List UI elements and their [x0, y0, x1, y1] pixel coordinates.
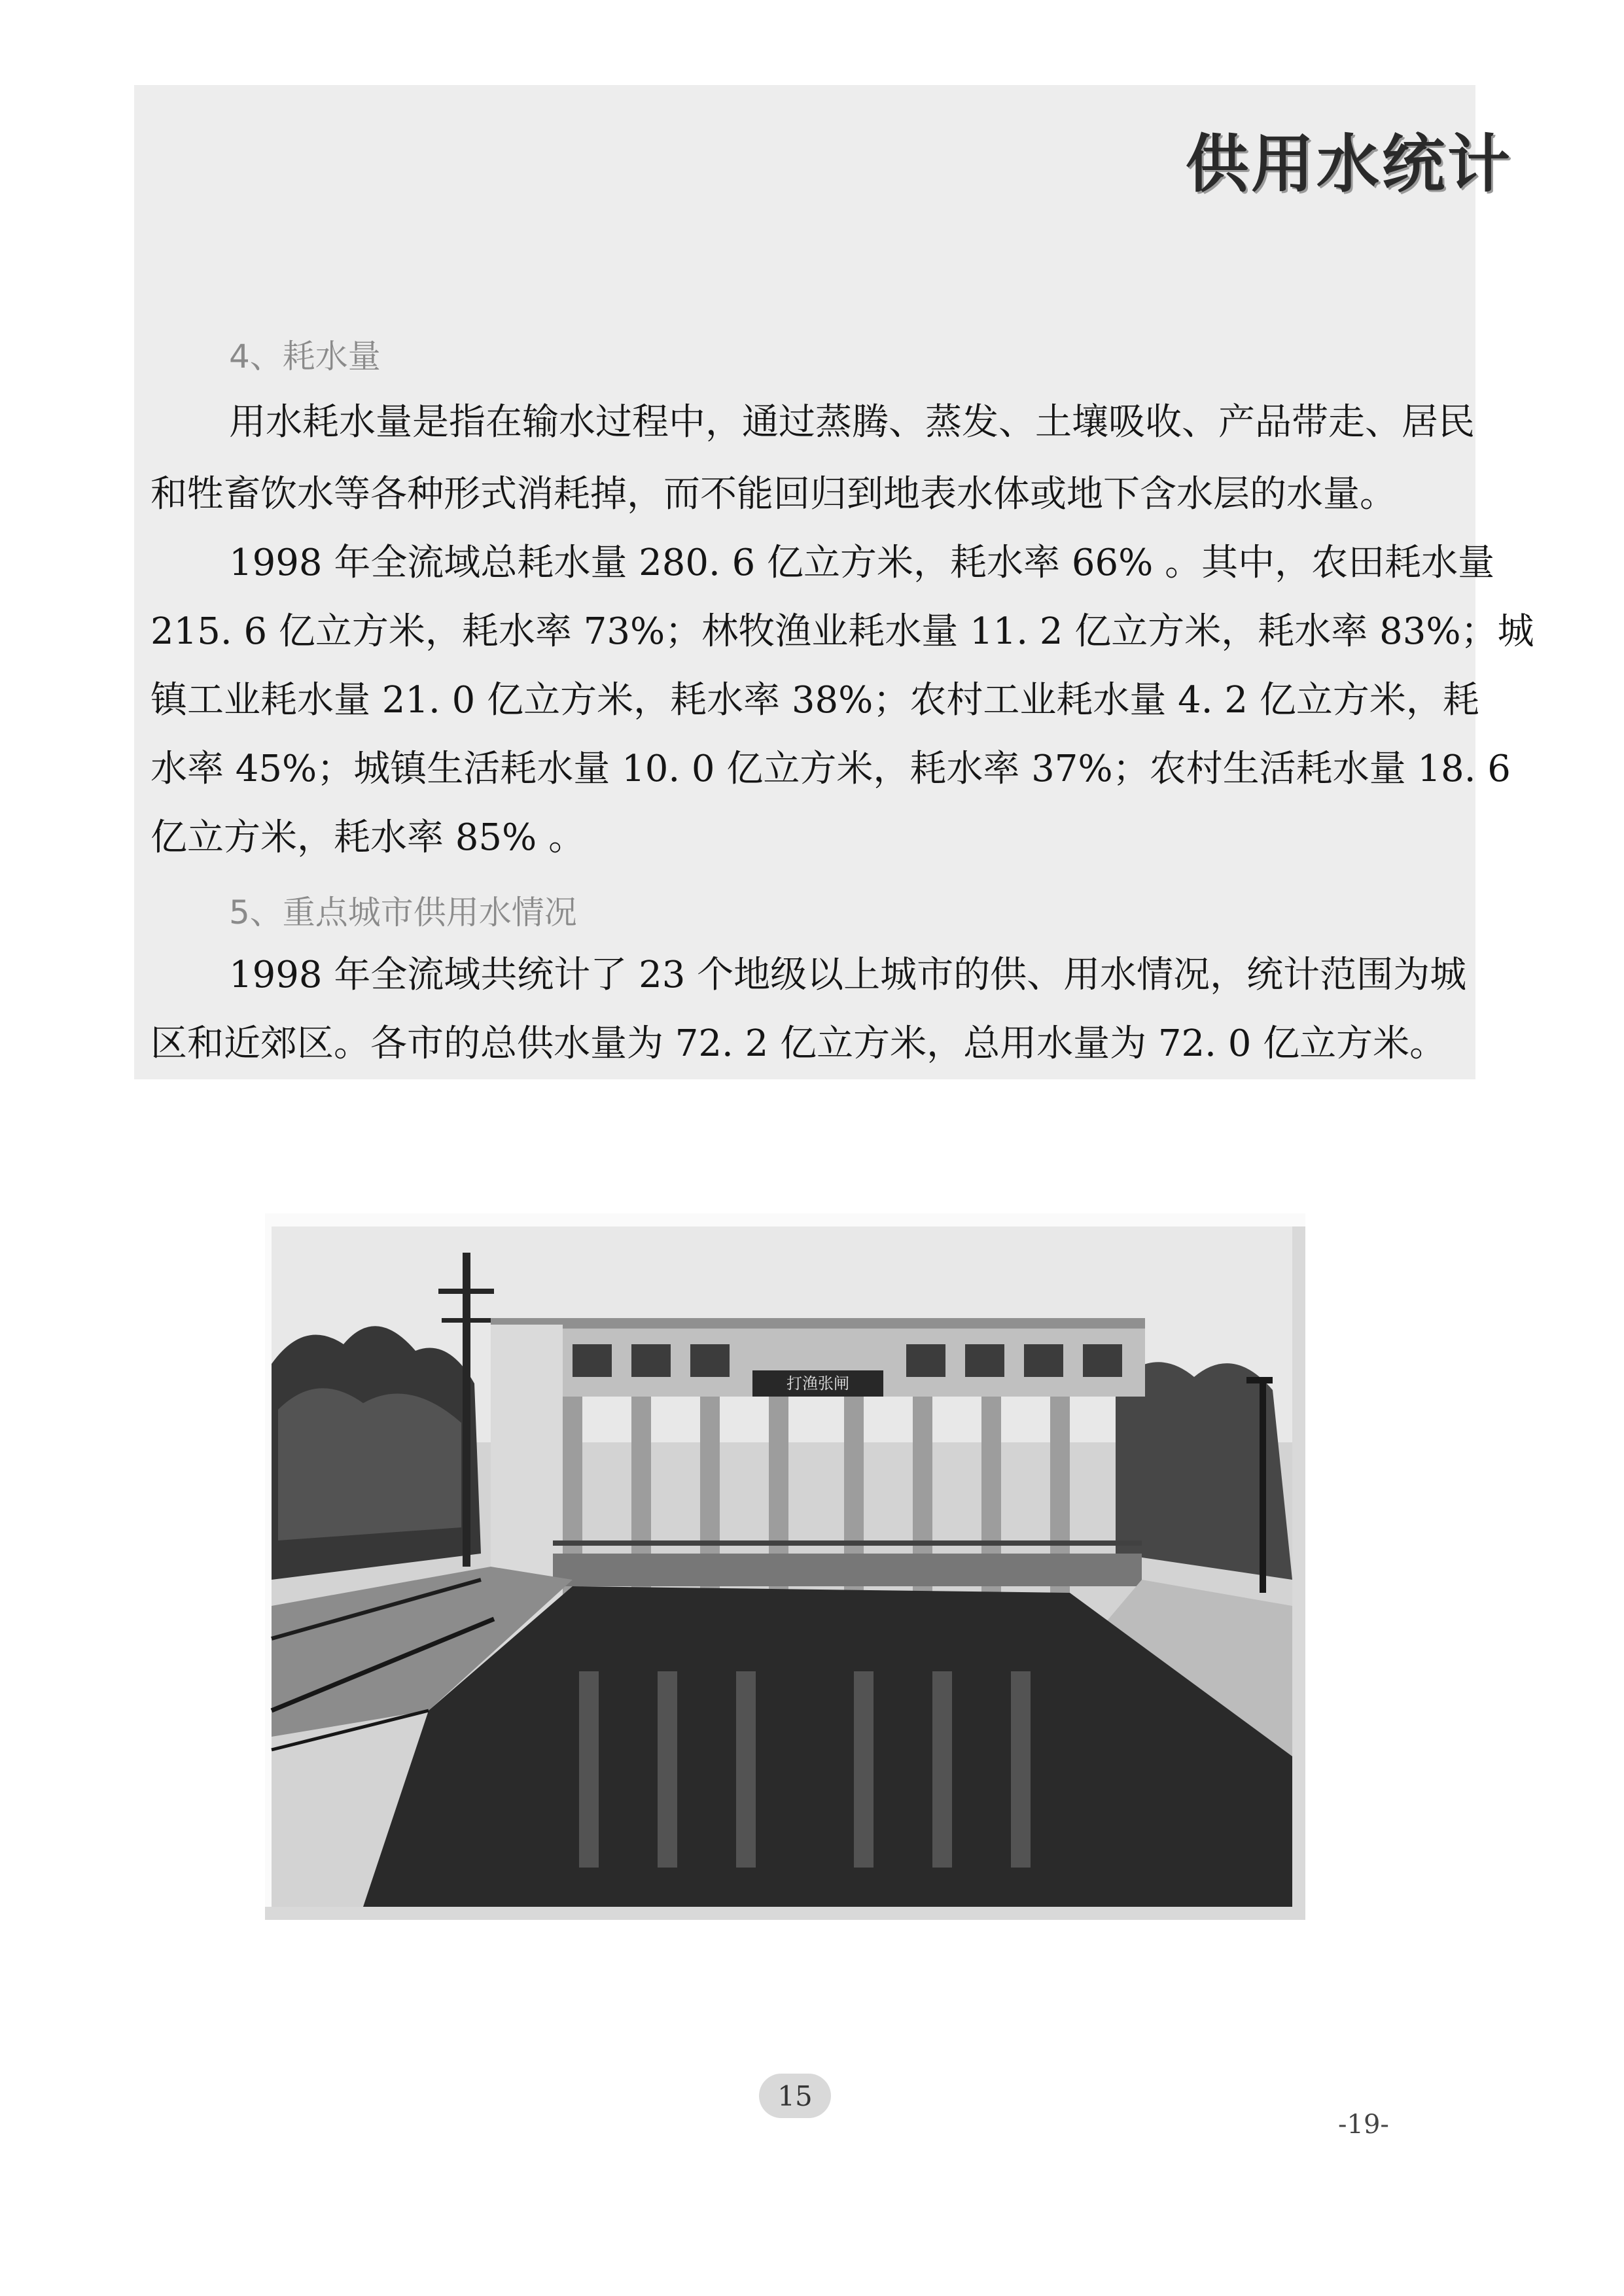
paragraph-line: 亿立方米，耗水率 85% 。	[150, 816, 586, 859]
section-heading-water-consumption: 4、耗水量	[229, 338, 381, 375]
gate-sign-text: 打渔张闸	[786, 1374, 849, 1393]
paragraph-line: 1998 年全流域共统计了 23 个地级以上城市的供、用水情况，统计范围为城	[229, 954, 1467, 996]
sluice-gate-photo	[265, 1213, 1305, 1920]
header-title: 供用水统计	[1186, 128, 1513, 201]
page-footer-number: -19-	[1338, 2110, 1389, 2140]
paragraph-line: 和牲畜饮水等各种形式消耗掉，而不能回归到地表水体或地下含水层的水量。	[150, 473, 1396, 515]
paragraph-line: 镇工业耗水量 21. 0 亿立方米，耗水率 38%；农村工业耗水量 4. 2 亿立方米，耗	[150, 679, 1479, 722]
paragraph-line: 用水耗水量是指在输水过程中，通过蒸腾、蒸发、土壤吸收、产品带走、居民	[229, 401, 1475, 444]
paragraph-line: 1998 年全流域总耗水量 280. 6 亿立方米，耗水率 66% 。其中，农田耗水量	[229, 542, 1495, 584]
paragraph-line: 215. 6 亿立方米，耗水率 73%；林牧渔业耗水量 11. 2 亿立方米，耗水率 83%；城	[150, 610, 1534, 653]
paragraph-line: 区和近郊区。各市的总供水量为 72. 2 亿立方米，总用水量为 72. 0 亿立方米。	[150, 1022, 1447, 1065]
inner-page-number: 15	[759, 2074, 831, 2118]
paragraph-line: 水率 45%；城镇生活耗水量 10. 0 亿立方米，耗水率 37%；农村生活耗水量 18. 6	[150, 748, 1511, 790]
section-heading-city-water-supply: 5、重点城市供用水情况	[229, 894, 577, 931]
